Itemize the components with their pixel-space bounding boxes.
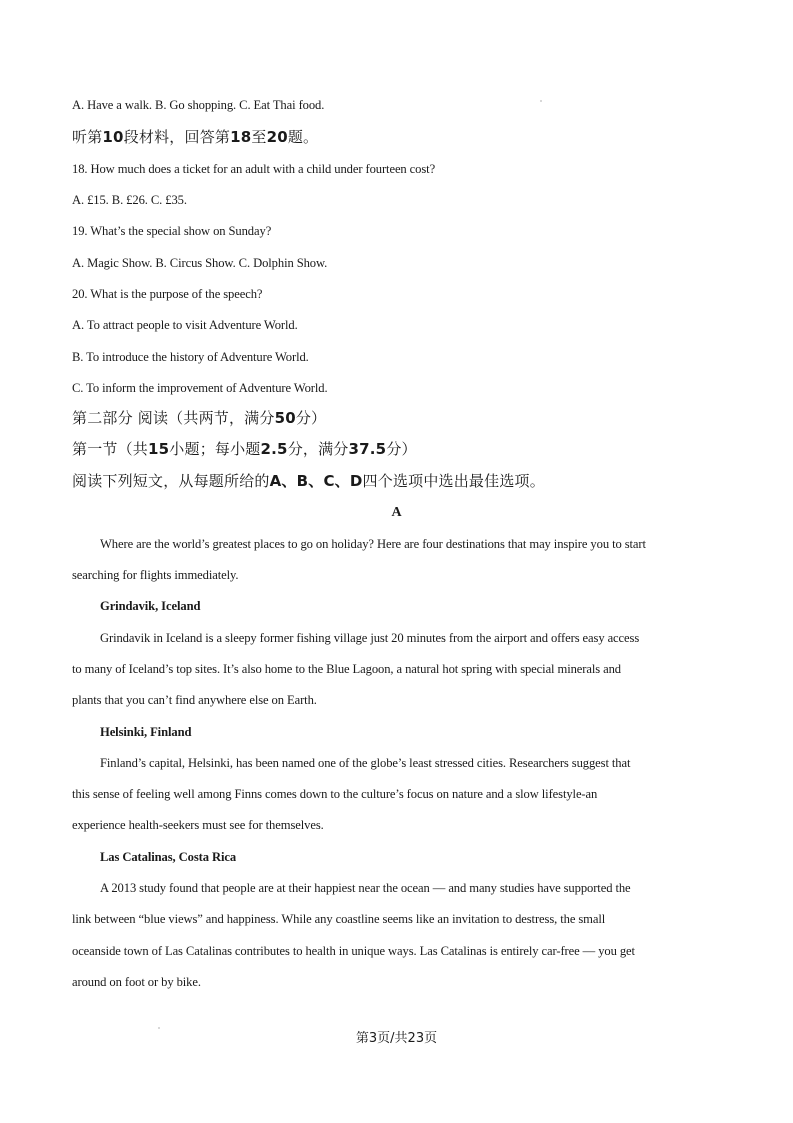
paragraph-grindavik-line2: to many of Iceland’s top sites. It’s also home to the Blue Lagoon, a natural hot spring with special minerals and (72, 662, 621, 676)
part-two-heading: 第二部分 阅读（共两节，满分50分） (72, 409, 327, 427)
destination-heading-las-catalinas: Las Catalinas, Costa Rica (100, 850, 237, 864)
paragraph-helsinki: Finland’s capital, Helsinki, has been named one of the globe’s least stressed cities. Researchers suggest that (100, 756, 631, 770)
destination-heading-helsinki: Helsinki, Finland (100, 725, 192, 739)
question-18: 18. How much does a ticket for an adult with a child under fourteen cost? (72, 162, 436, 176)
passage-intro-cont: searching for flights immediately. (72, 568, 239, 582)
question-20-option-c: C. To inform the improvement of Adventure World. (72, 381, 328, 395)
question-18-options: A. £15. B. £26. C. £35. (72, 193, 187, 207)
question-20: 20. What is the purpose of the speech? (72, 287, 263, 301)
paragraph-grindavik: Grindavik in Iceland is a sleepy former fishing village just 20 minutes from the airport and offers easy access (100, 631, 640, 645)
passage-intro: Where are the world’s greatest places to go on holiday? Here are four destinations that may inspire you to start (100, 537, 646, 551)
page-number-footer: 第3页/共23页 (355, 1031, 438, 1046)
paragraph-las-catalinas-line3: oceanside town of Las Catalinas contributes to health in unique ways. Las Catalinas is entirely car-free — you get (72, 944, 635, 958)
paragraph-las-catalinas-line4: around on foot or by bike. (72, 975, 201, 989)
passage-title: A (391, 505, 402, 520)
section-heading-material-10: 听第10段材料，回答第18至20题。 (72, 128, 319, 146)
paragraph-grindavik-line3: plants that you can’t find anywhere else on Earth. (72, 693, 317, 707)
reading-instructions: 阅读下列短文，从每题所给的A、B、C、D四个选项中选出最佳选项。 (72, 472, 545, 490)
q17-options: A. Have a walk. B. Go shopping. C. Eat Thai food. (72, 98, 325, 112)
paragraph-las-catalinas: A 2013 study found that people are at their happiest near the ocean — and many studies have supported the (100, 881, 631, 895)
question-20-option-b: B. To introduce the history of Adventure World. (72, 350, 309, 364)
question-19: 19. What’s the special show on Sunday? (72, 224, 272, 238)
section-one-heading: 第一节（共15小题；每小题2.5分，满分37.5分） (72, 440, 417, 458)
question-20-option-a: A. To attract people to visit Adventure World. (72, 318, 298, 332)
question-19-options: A. Magic Show. B. Circus Show. C. Dolphin Show. (72, 256, 328, 270)
paragraph-helsinki-line2: this sense of feeling well among Finns comes down to the culture’s focus on nature and a slow lifestyle-an (72, 787, 598, 801)
destination-heading-grindavik: Grindavik, Iceland (100, 599, 201, 613)
paragraph-helsinki-line3: experience health-seekers must see for themselves. (72, 818, 324, 832)
paragraph-las-catalinas-line2: link between “blue views” and happiness. While any coastline seems like an invitation to destress, the small (72, 912, 606, 926)
